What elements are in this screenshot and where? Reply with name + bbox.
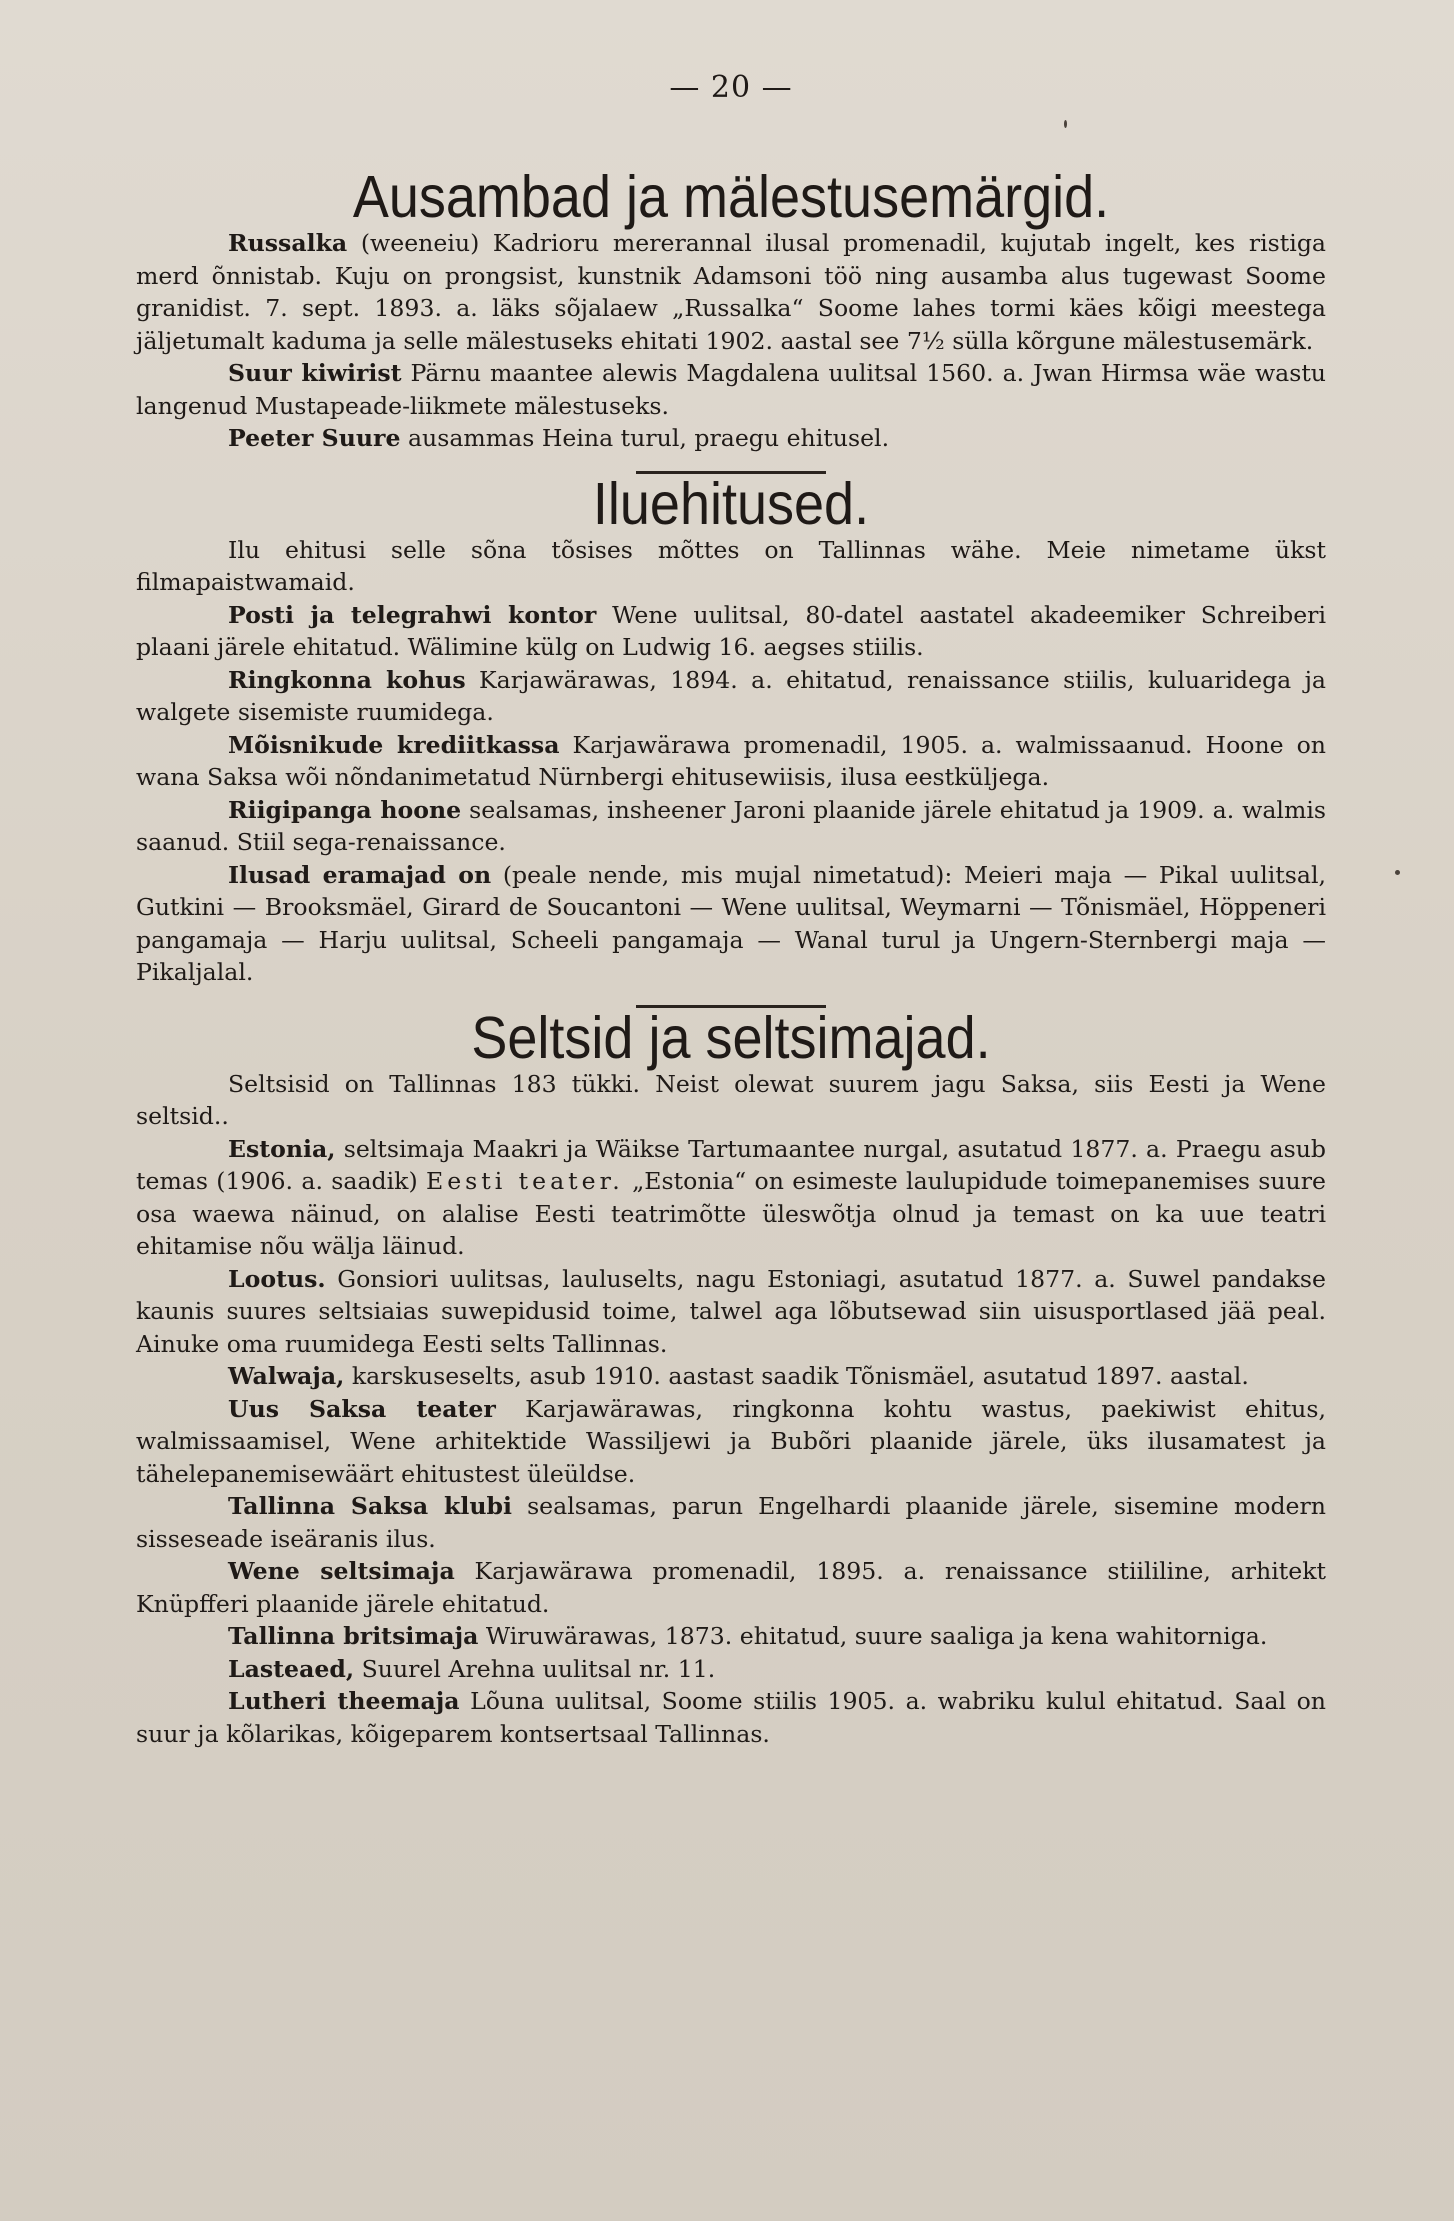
entry-text: Gonsiori uulitsas, lauluselts, nagu Estoniagi, asutatud 1877. a. Suwel pandakse kaunis suures seltsiaias suwepidusid toime, talwel aga lõbutsewad siin uisusportlased jää peal. Ainuke oma ruumidega Eesti selts Tallinnas.: [136, 1264, 1326, 1358]
entry-term: Russalka: [228, 229, 348, 257]
entry-text: Seltsisid on Tallinnas 183 tükki. Neist olewat suurem jagu Saksa, siis Eesti ja Wene seltsid..: [136, 1069, 1326, 1130]
entry-walwaja: [136, 1360, 1326, 1393]
entry-term: Ilusad eramajad on: [228, 860, 492, 889]
entry-term: Uus Saksa teater: [228, 1394, 496, 1423]
entry-text: „Estonia“ on esimeste laulupidude toimepanemises suure osa waewa näinud, on alalise Eesti teatrimõtte üleswõtja olnud ja temast on ka uue teatri ehitamise nõu wälja läinud.: [136, 1167, 1326, 1260]
entry-text: seltsimaja Maakri ja Wäikse Tartumaantee nurgal, asutatud 1877. a. Praegu asub temas (1906. a. saadik): [136, 1134, 1326, 1195]
page-content: [136, 70, 1326, 1750]
entry-term: Ringkonna kohus: [228, 665, 466, 694]
entry-term: Posti ja telegrahwi kontor: [228, 600, 597, 629]
entry-text: (peale nende, mis mujal nimetatud): Meieri maja — Pikal uulitsal, Gutkini — Brooksmäel, Girard de Soucantoni — Wene uulitsal, Weymarni — Tõnismäel, Höppeneri pangamaja — Harju uulitsal, Scheeli pangamaja — Wanal turul ja Ungern-Sternbergi maja — Pikaljalal.: [136, 860, 1326, 986]
paper-speck: [1395, 870, 1400, 875]
entry-britsimaja: [136, 1620, 1326, 1653]
entry-term: Walwaja,: [228, 1362, 345, 1390]
entry-text: Karjawärawa promenadil, 1895. a. renaissance stiililine, arhitekt Knüpfferi plaanide järele ehitatud.: [136, 1557, 1326, 1618]
section-title-societies: Seltsid ja seltsimajad.: [471, 1004, 991, 1071]
entry-text: (weeneiu) Kadrioru mererannal ilusal promenadil, kujutab ingelt, kes ristiga merd õnnistab. Kuju on prongsist, kunstnik Adamsoni töö ning ausamba alus tugewast Soome granidist. 7. sept. 1893. a. läks sõjalaew „Russalka“ Soome lahes tormi käes kõigi meestega jäljetumalt kaduma ja selle mälestuseks ehitati 1902. aastal see 7½ sülla kõrgune mälestusemärk.: [136, 229, 1326, 355]
entry-lootus: [136, 1263, 1326, 1361]
entry-state-bank: [136, 794, 1326, 859]
entry-private-houses: [136, 859, 1326, 989]
entry-text: Wiruwärawas, 1873. ehitatud, suure saaliga ja kena wahitorniga.: [478, 1622, 1268, 1650]
entry-lasteaed: [136, 1653, 1326, 1686]
entry-text: Ilu ehitusi selle sõna tõsises mõttes on Tallinnas wähe. Meie nimetame ükst filmapaistwamaid.: [136, 535, 1326, 596]
entry-text: Karjawärawas, 1894. a. ehitatud, renaissance stiilis, kuluaridega ja walgete sisemiste ruumidega.: [136, 665, 1326, 726]
entry-text: sealsamas, parun Engelhardi plaanide järele, sisemine modern sisseseade iseäranis ilus.: [136, 1492, 1326, 1553]
page-number: — 20 —: [669, 70, 793, 105]
entry-text: Karjawärawa promenadil, 1905. a. walmissaanud. Hoone on wana Saksa wõi nõndanimetatud Nürnbergi ehitusewiisis, ilusa eestküljega.: [136, 730, 1326, 791]
entry-peeter-suure: [136, 422, 1326, 455]
entry-russalka: [136, 227, 1326, 357]
entry-suur-kiwirist: [136, 357, 1326, 422]
entry-text: Wene uulitsal, 80-datel aastatel akadeemiker Schreiberi plaani järele ehitatud. Wälimine külg on Ludwig 16. aegses stiilis.: [136, 600, 1326, 661]
entry-term: Wene seltsimaja: [228, 1557, 455, 1585]
entry-term: Estonia,: [228, 1134, 336, 1163]
entry-text: karskuseselts, asub 1910. aastast saadik Tõnismäel, asutatud 1897. aastal.: [344, 1362, 1249, 1390]
section-title-monuments: Ausambad ja mälestusemärgid.: [352, 164, 1110, 230]
entry-term: Lasteaed,: [228, 1654, 355, 1683]
entry-text: Lõuna uulitsal, Soome stiilis 1905. a. wabriku kulul ehitatud. Saal on suur ja kõlarikas, kõigeparem kontsertsaal Tallinnas.: [136, 1687, 1326, 1748]
entry-german-theatre: [136, 1393, 1326, 1491]
entry-term: Mõisnikude krediitkassa: [228, 730, 560, 759]
entry-text: Suurel Arehna uulitsal nr. 11.: [354, 1654, 716, 1683]
section-title-fine-buildings: Iluehitused.: [592, 470, 870, 537]
entry-term: Riigipanga hoone: [228, 795, 462, 824]
entry-spaced-text: Eesti teater.: [425, 1167, 624, 1195]
entry-text: sealsamas, insheener Jaroni plaanide järele ehitatud ja 1909. a. walmis saanud. Stiil sega-renaissance.: [136, 795, 1326, 856]
entry-text: Pärnu maantee alewis Magdalena uulitsal 1560. a. Jwan Hirmsa wäe wastu langenud Mustapeade-liikmete mälestuseks.: [136, 359, 1326, 420]
entry-lutheri: [136, 1685, 1326, 1750]
entry-russian-club: [136, 1555, 1326, 1620]
entry-post-office: [136, 599, 1326, 664]
entry-intro: [136, 534, 1326, 599]
entry-term: Suur kiwirist: [228, 359, 402, 387]
entry-term: Tallinna Saksa klubi: [228, 1492, 512, 1520]
entry-credit-bank: [136, 729, 1326, 794]
entry-district-court: [136, 664, 1326, 729]
entry-term: Peeter Suure: [228, 424, 401, 452]
entry-term: Tallinna britsimaja: [228, 1622, 479, 1650]
entry-german-club: [136, 1490, 1326, 1555]
entry-intro: [136, 1068, 1326, 1133]
entry-estonia: [136, 1133, 1326, 1263]
entry-text: Karjawärawas, ringkonna kohtu wastus, paekiwist ehitus, walmissaamisel, Wene arhitektide Wassiljewi ja Bubõri plaanide järele, üks ilusamatest ja tähelepanemisewäärt ehitustest üleüldse.: [136, 1394, 1326, 1488]
entry-text: ausammas Heina turul, praegu ehitusel.: [400, 424, 890, 452]
entry-term: Lootus.: [228, 1264, 326, 1293]
entry-term: Lutheri theemaja: [228, 1687, 460, 1715]
